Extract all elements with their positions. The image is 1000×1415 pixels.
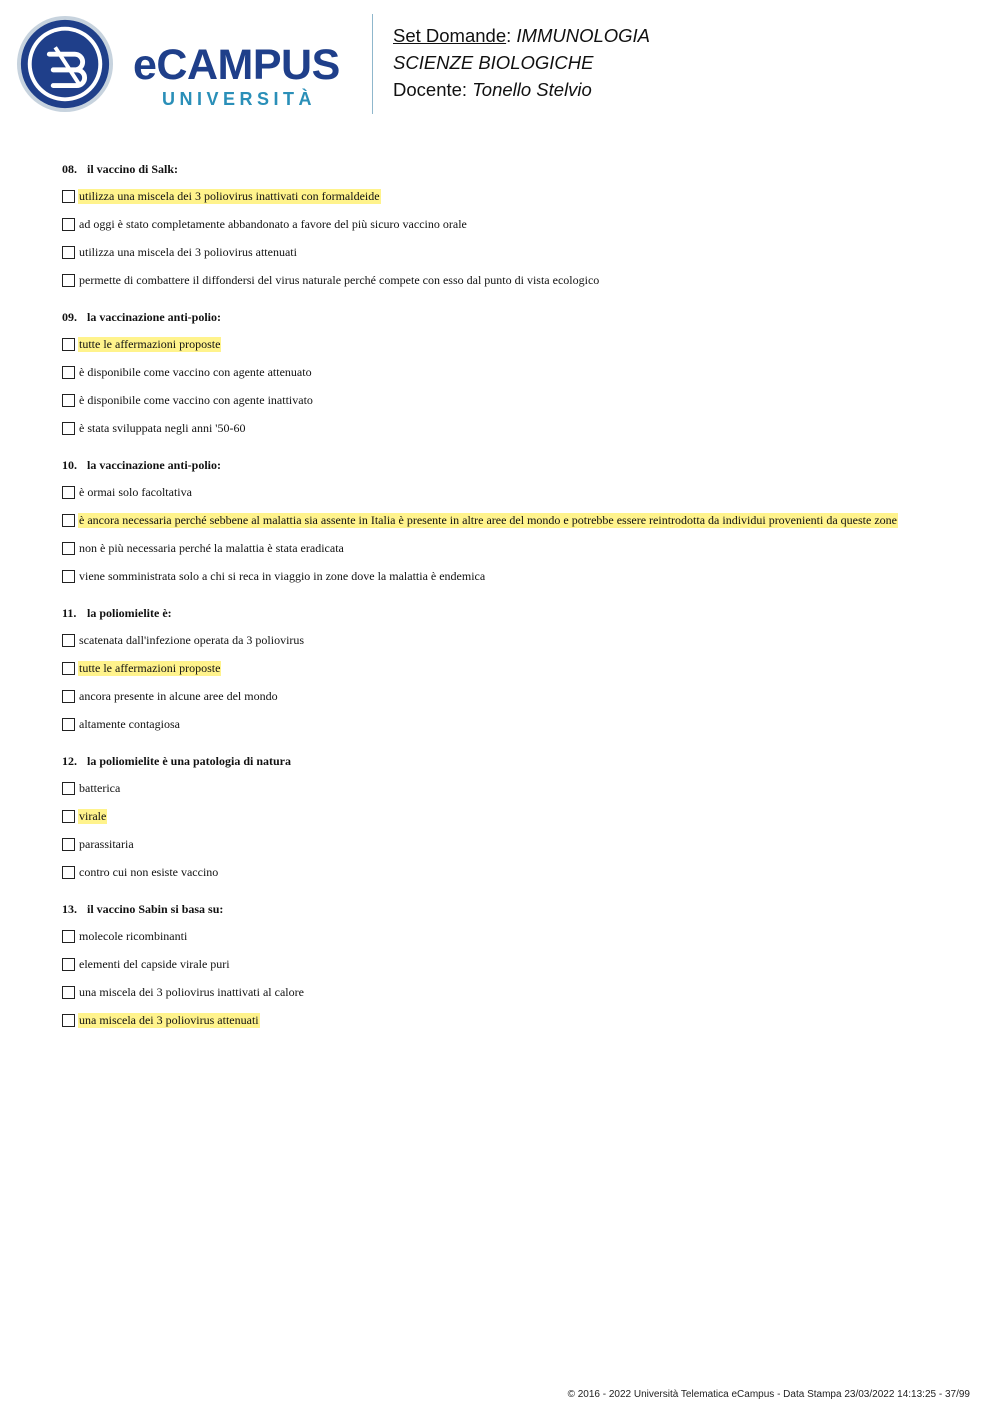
answer-text: virale bbox=[79, 808, 107, 823]
answer-checkbox[interactable] bbox=[62, 986, 75, 999]
question-block bbox=[62, 752, 962, 886]
answer-checkbox[interactable] bbox=[62, 810, 75, 823]
answer-checkbox[interactable] bbox=[62, 246, 75, 259]
answer-option bbox=[62, 710, 962, 738]
teacher-line bbox=[393, 76, 650, 103]
answer-option bbox=[62, 358, 962, 386]
question-title bbox=[62, 900, 962, 918]
answer-checkbox[interactable] bbox=[62, 394, 75, 407]
question-block bbox=[62, 900, 962, 1034]
set-info bbox=[393, 22, 650, 103]
answer-option bbox=[62, 238, 962, 266]
answer-option-correct bbox=[62, 802, 962, 830]
set-value: IMMUNOLOGIA bbox=[516, 25, 651, 46]
answer-checkbox[interactable] bbox=[62, 514, 75, 527]
answer-option bbox=[62, 682, 962, 710]
answer-option bbox=[62, 478, 962, 506]
answer-checkbox[interactable] bbox=[62, 190, 75, 203]
answer-text: permette di combattere il diffondersi del virus naturale perché compete con esso dal punto di vista ecologico bbox=[79, 272, 600, 287]
answer-option-correct bbox=[62, 1006, 962, 1034]
answer-checkbox[interactable] bbox=[62, 422, 75, 435]
answer-text: è ancora necessaria perché sebbene al malattia sia assente in Italia è presente in altre aree del mondo e potrebbe essere reintrodotta da individui provenienti da queste zone bbox=[79, 512, 897, 527]
question-number: 12. bbox=[62, 754, 77, 768]
answer-text: viene somministrata solo a chi si reca in viaggio in zone dove la malattia è endemica bbox=[79, 568, 486, 583]
question-block bbox=[62, 456, 962, 590]
answer-option bbox=[62, 950, 962, 978]
answer-checkbox[interactable] bbox=[62, 690, 75, 703]
question-text: il vaccino Sabin si basa su: bbox=[87, 902, 224, 916]
question-number: 10. bbox=[62, 458, 77, 472]
answer-text: parassitaria bbox=[79, 836, 134, 851]
answer-text: utilizza una miscela dei 3 poliovirus inattivati con formaldeide bbox=[79, 188, 380, 203]
answer-checkbox[interactable] bbox=[62, 930, 75, 943]
question-title bbox=[62, 456, 962, 474]
answer-text: una miscela dei 3 poliovirus attenuati bbox=[79, 1012, 259, 1027]
answer-checkbox[interactable] bbox=[62, 486, 75, 499]
answer-option bbox=[62, 210, 962, 238]
answer-text: ancora presente in alcune aree del mondo bbox=[79, 688, 278, 703]
answer-text: ad oggi è stato completamente abbandonato a favore del più sicuro vaccino orale bbox=[79, 216, 467, 231]
question-number: 08. bbox=[62, 162, 77, 176]
brand-word: eCAMPUS bbox=[133, 41, 340, 89]
course-name: SCIENZE BIOLOGICHE bbox=[393, 52, 594, 73]
answer-option bbox=[62, 414, 962, 442]
question-text: la vaccinazione anti-polio: bbox=[87, 458, 221, 472]
question-title bbox=[62, 752, 962, 770]
answer-text: è ormai solo facoltativa bbox=[79, 484, 192, 499]
answer-option bbox=[62, 830, 962, 858]
answer-option bbox=[62, 978, 962, 1006]
answer-option bbox=[62, 562, 962, 590]
answer-checkbox[interactable] bbox=[62, 338, 75, 351]
answer-option bbox=[62, 626, 962, 654]
answer-option bbox=[62, 922, 962, 950]
answer-option-correct bbox=[62, 182, 962, 210]
answer-checkbox[interactable] bbox=[62, 634, 75, 647]
brand-sub: UNIVERSITÀ bbox=[162, 89, 317, 109]
answer-checkbox[interactable] bbox=[62, 782, 75, 795]
answer-text: è disponibile come vaccino con agente inattivato bbox=[79, 392, 313, 407]
answer-text: tutte le affermazioni proposte bbox=[79, 336, 221, 351]
ecampus-seal-logo bbox=[16, 15, 114, 113]
answer-text: una miscela dei 3 poliovirus inattivati al calore bbox=[79, 984, 304, 999]
answer-checkbox[interactable] bbox=[62, 366, 75, 379]
question-text: la poliomielite è una patologia di natura bbox=[87, 754, 292, 768]
question-block bbox=[62, 604, 962, 738]
answer-checkbox[interactable] bbox=[62, 570, 75, 583]
page-footer: © 2016 - 2022 Università Telematica eCampus - Data Stampa 23/03/2022 14:13:25 - 37/99 bbox=[567, 1389, 970, 1400]
teacher-name: Tonello Stelvio bbox=[472, 79, 592, 100]
page-header bbox=[0, 0, 1000, 130]
answer-text: molecole ricombinanti bbox=[79, 928, 188, 943]
question-number: 11. bbox=[62, 606, 77, 620]
course-line bbox=[393, 49, 650, 76]
answer-option-correct bbox=[62, 506, 962, 534]
question-text: la poliomielite è: bbox=[87, 606, 172, 620]
answer-text: è stata sviluppata negli anni '50-60 bbox=[79, 420, 246, 435]
answer-checkbox[interactable] bbox=[62, 1014, 75, 1027]
question-block bbox=[62, 308, 962, 442]
question-list bbox=[62, 160, 962, 1048]
answer-option bbox=[62, 386, 962, 414]
question-title bbox=[62, 160, 962, 178]
answer-option bbox=[62, 534, 962, 562]
answer-text: altamente contagiosa bbox=[79, 716, 180, 731]
answer-checkbox[interactable] bbox=[62, 542, 75, 555]
answer-text: è disponibile come vaccino con agente attenuato bbox=[79, 364, 312, 379]
answer-option bbox=[62, 858, 962, 886]
answer-checkbox[interactable] bbox=[62, 662, 75, 675]
answer-text: elementi del capside virale puri bbox=[79, 956, 230, 971]
answer-text: tutte le affermazioni proposte bbox=[79, 660, 221, 675]
set-label: Set Domande bbox=[393, 25, 507, 46]
answer-option bbox=[62, 774, 962, 802]
answer-checkbox[interactable] bbox=[62, 838, 75, 851]
set-line: Set Domande: IMMUNOLOGIA bbox=[393, 25, 651, 46]
answer-option-correct bbox=[62, 654, 962, 682]
question-title bbox=[62, 308, 962, 326]
answer-option-correct bbox=[62, 330, 962, 358]
answer-text: scatenata dall'infezione operata da 3 poliovirus bbox=[79, 632, 305, 647]
answer-checkbox[interactable] bbox=[62, 718, 75, 731]
question-number: 09. bbox=[62, 310, 77, 324]
question-text: la vaccinazione anti-polio: bbox=[87, 310, 221, 324]
answer-checkbox[interactable] bbox=[62, 958, 75, 971]
answer-checkbox[interactable] bbox=[62, 274, 75, 287]
question-number: 13. bbox=[62, 902, 77, 916]
answer-checkbox[interactable] bbox=[62, 866, 75, 879]
answer-option bbox=[62, 266, 962, 294]
question-block bbox=[62, 160, 962, 294]
header-divider bbox=[372, 14, 373, 114]
question-title bbox=[62, 604, 962, 622]
answer-text: contro cui non esiste vaccino bbox=[79, 864, 219, 879]
answer-checkbox[interactable] bbox=[62, 218, 75, 231]
teacher-label: Docente: bbox=[393, 79, 468, 100]
answer-text: non è più necessaria perché la malattia è stata eradicata bbox=[79, 540, 344, 555]
ecampus-wordmark-logo bbox=[133, 42, 358, 112]
question-text: il vaccino di Salk: bbox=[87, 162, 179, 176]
answer-text: utilizza una miscela dei 3 poliovirus attenuati bbox=[79, 244, 297, 259]
answer-text: batterica bbox=[79, 780, 121, 795]
